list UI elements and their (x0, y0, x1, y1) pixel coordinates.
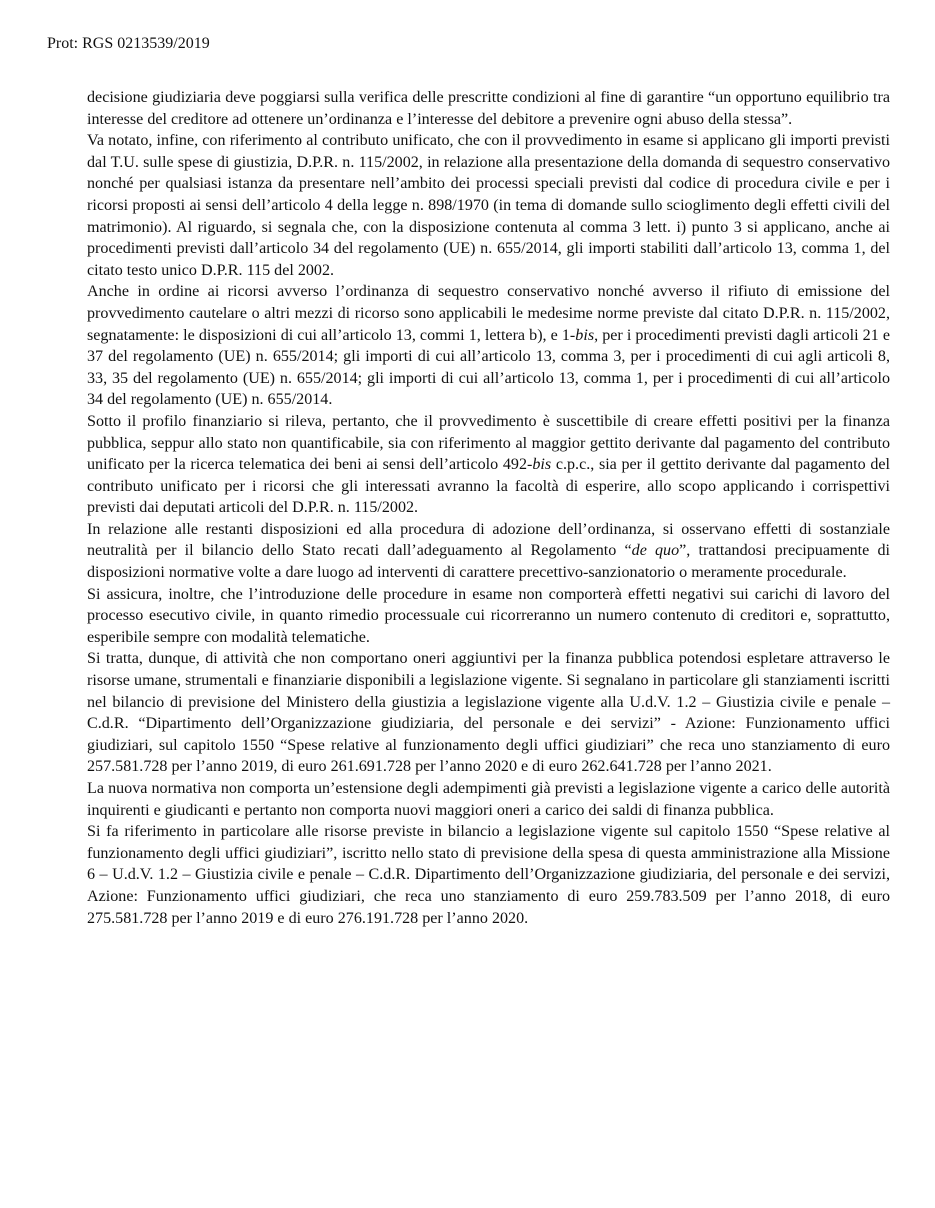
paragraph-2: Va notato, infine, con riferimento al contributo unificato, che con il provvedimento in esame si applicano gli importi previsti dal T.U. sulle spese di giustizia, D.P.R. n. 115/2002, in relazione alla presentazione della domanda di sequestro conservativo nonché per qualsiasi istanza da presentare nell’ambito dei processi speciali previsti dal codice di procedura civile e per i ricorsi proposti ai sensi dell’articolo 4 della legge n. 898/1970 (in tema di domande sullo scioglimento degli effetti civili del matrimonio). Al riguardo, si segnala che, con la disposizione contenuta al comma 3 lett. i) punto 3 si applicano, anche ai procedimenti previsti dall’articolo 34 del regolamento (UE) n. 655/2014, gli importi stabiliti dall’articolo 13, comma 1, del citato testo unico D.P.R. 115 del 2002. (87, 132, 890, 279)
paragraph-5-text-a: In relazione alle restanti disposizioni ed alla procedura di adozione dell’ordinanza, si osservano effetti di sostanziale neutralità per il bilancio dello Stato recati dall’adeguamento al Regolamento “ (87, 520, 890, 560)
paragraph-7: Si tratta, dunque, di attività che non comportano oneri aggiuntivi per la finanza pubblica potendosi espletare attraverso le risorse umane, strumentali e finanziarie disponibili a legislazione vigente. Si segnalano in particolare gli stanziamenti iscritti nel bilancio di previsione del Ministero della giustizia a legislazione vigente alla U.d.V. 1.2 – Giustizia civile e penale – C.d.R. “Dipartimento dell’Organizzazione giudiziaria, del personale e dei servizi” - Azione: Funzionamento uffici giudiziari, sul capitolo 1550 “Spese relative al funzionamento degli uffici giudiziari” che reca uno stanziamento di euro 257.581.728 per l’anno 2019, di euro 261.691.728 per l’anno 2020 e di euro 262.641.728 per l’anno 2021. (87, 650, 890, 776)
protocol-number: Prot: RGS 0213539/2019 (47, 35, 210, 52)
paragraph-5-de-quo: de quo (631, 542, 680, 560)
paragraph-3-bis: bis (575, 326, 595, 344)
paragraph-5-text-b: ”, trattandosi precipuamente di disposizioni normative volte a dare luogo ad interventi di carattere precettivo-sanzionatorio o meramente procedurale. (87, 542, 890, 582)
paragraph-3-text-a: Anche in ordine ai ricorsi avverso l’ordinanza di sequestro conservativo nonché avverso il rifiuto di emissione del provvedimento cautelare o altri mezzi di ricorso sono applicabili le medesime norme previste dal citato D.P.R. n. 115/2002, segnatamente: le disposizioni di cui all’articolo 13, commi 1, lettera b), e 1- (87, 283, 890, 344)
paragraph-9: Si fa riferimento in particolare alle risorse previste in bilancio a legislazione vigente sul capitolo 1550 “Spese relative al funzionamento degli uffici giudiziari”, iscritto nello stato di previsione della spesa di questa amministrazione alla Missione 6 – U.d.V. 1.2 – Giustizia civile e penale – C.d.R. Dipartimento dell’Organizzazione giudiziaria, del personale e dei servizi, Azione: Funzionamento uffici giudiziari, che reca uno stanziamento di euro 259.783.509 per l’anno 2018, di euro 275.581.728 per l’anno 2019 e di euro 276.191.728 per l’anno 2020. (87, 823, 890, 927)
paragraph-8: La nuova normativa non comporta un’estensione degli adempimenti già previsti a legislazione vigente a carico delle autorità inquirenti e giudicanti e pertanto non comporta nuovi maggiori oneri a carico dei saldi di finanza pubblica. (87, 780, 890, 819)
paragraph-3-text-b: , per i procedimenti previsti dagli articoli 21 e 37 del regolamento (UE) n. 655/2014; gli importi di cui all’articolo 13, comma 3, per i procedimenti di cui agli articoli 8, 33, 35 del regolamento (UE) n. 655/2014; gli importi di cui all’articolo 13, comma 1, per i procedimenti di cui all’articolo 34 del regolamento (UE) n. 655/2014. (87, 326, 890, 409)
paragraph-4 (87, 411, 890, 519)
paragraph-3 (87, 281, 890, 411)
paragraph-4-bis: bis (532, 456, 552, 474)
document-body (87, 87, 890, 929)
paragraph-1: decisione giudiziaria deve poggiarsi sulla verifica delle prescritte condizioni al fine di garantire “un opportuno equilibrio tra interesse del creditore ad ottenere un’ordinanza e l’interesse del debitore a prevenire ogni abuso della stessa”. (87, 89, 890, 128)
paragraph-5 (87, 519, 890, 584)
paragraph-6: Si assicura, inoltre, che l’introduzione delle procedure in esame non comporterà effetti negativi sui carichi di lavoro del processo esecutivo civile, in quanto rimedio processuale cui ricorreranno un numero contenuto di creditori e, soprattutto, esperibile sempre con modalità telematiche. (87, 585, 890, 646)
paragraph-4-text-a: Sotto il profilo finanziario si rileva, pertanto, che il provvedimento è suscettibile di creare effetti positivi per la finanza pubblica, seppur allo stato non quantificabile, sia con riferimento al maggior gettito derivante dal pagamento del contributo unificato per la ricerca telematica dei beni ai sensi dell’articolo 492- (87, 412, 890, 474)
paragraph-4-text-b: c.p.c., sia per il gettito derivante dal pagamento del contributo unificato per i ricorsi che gli interessati avranno la facoltà di esperire, allo scopo applicando i corrispettivi previsti dai deputati articoli del D.P.R. n. 115/2002. (87, 456, 890, 517)
